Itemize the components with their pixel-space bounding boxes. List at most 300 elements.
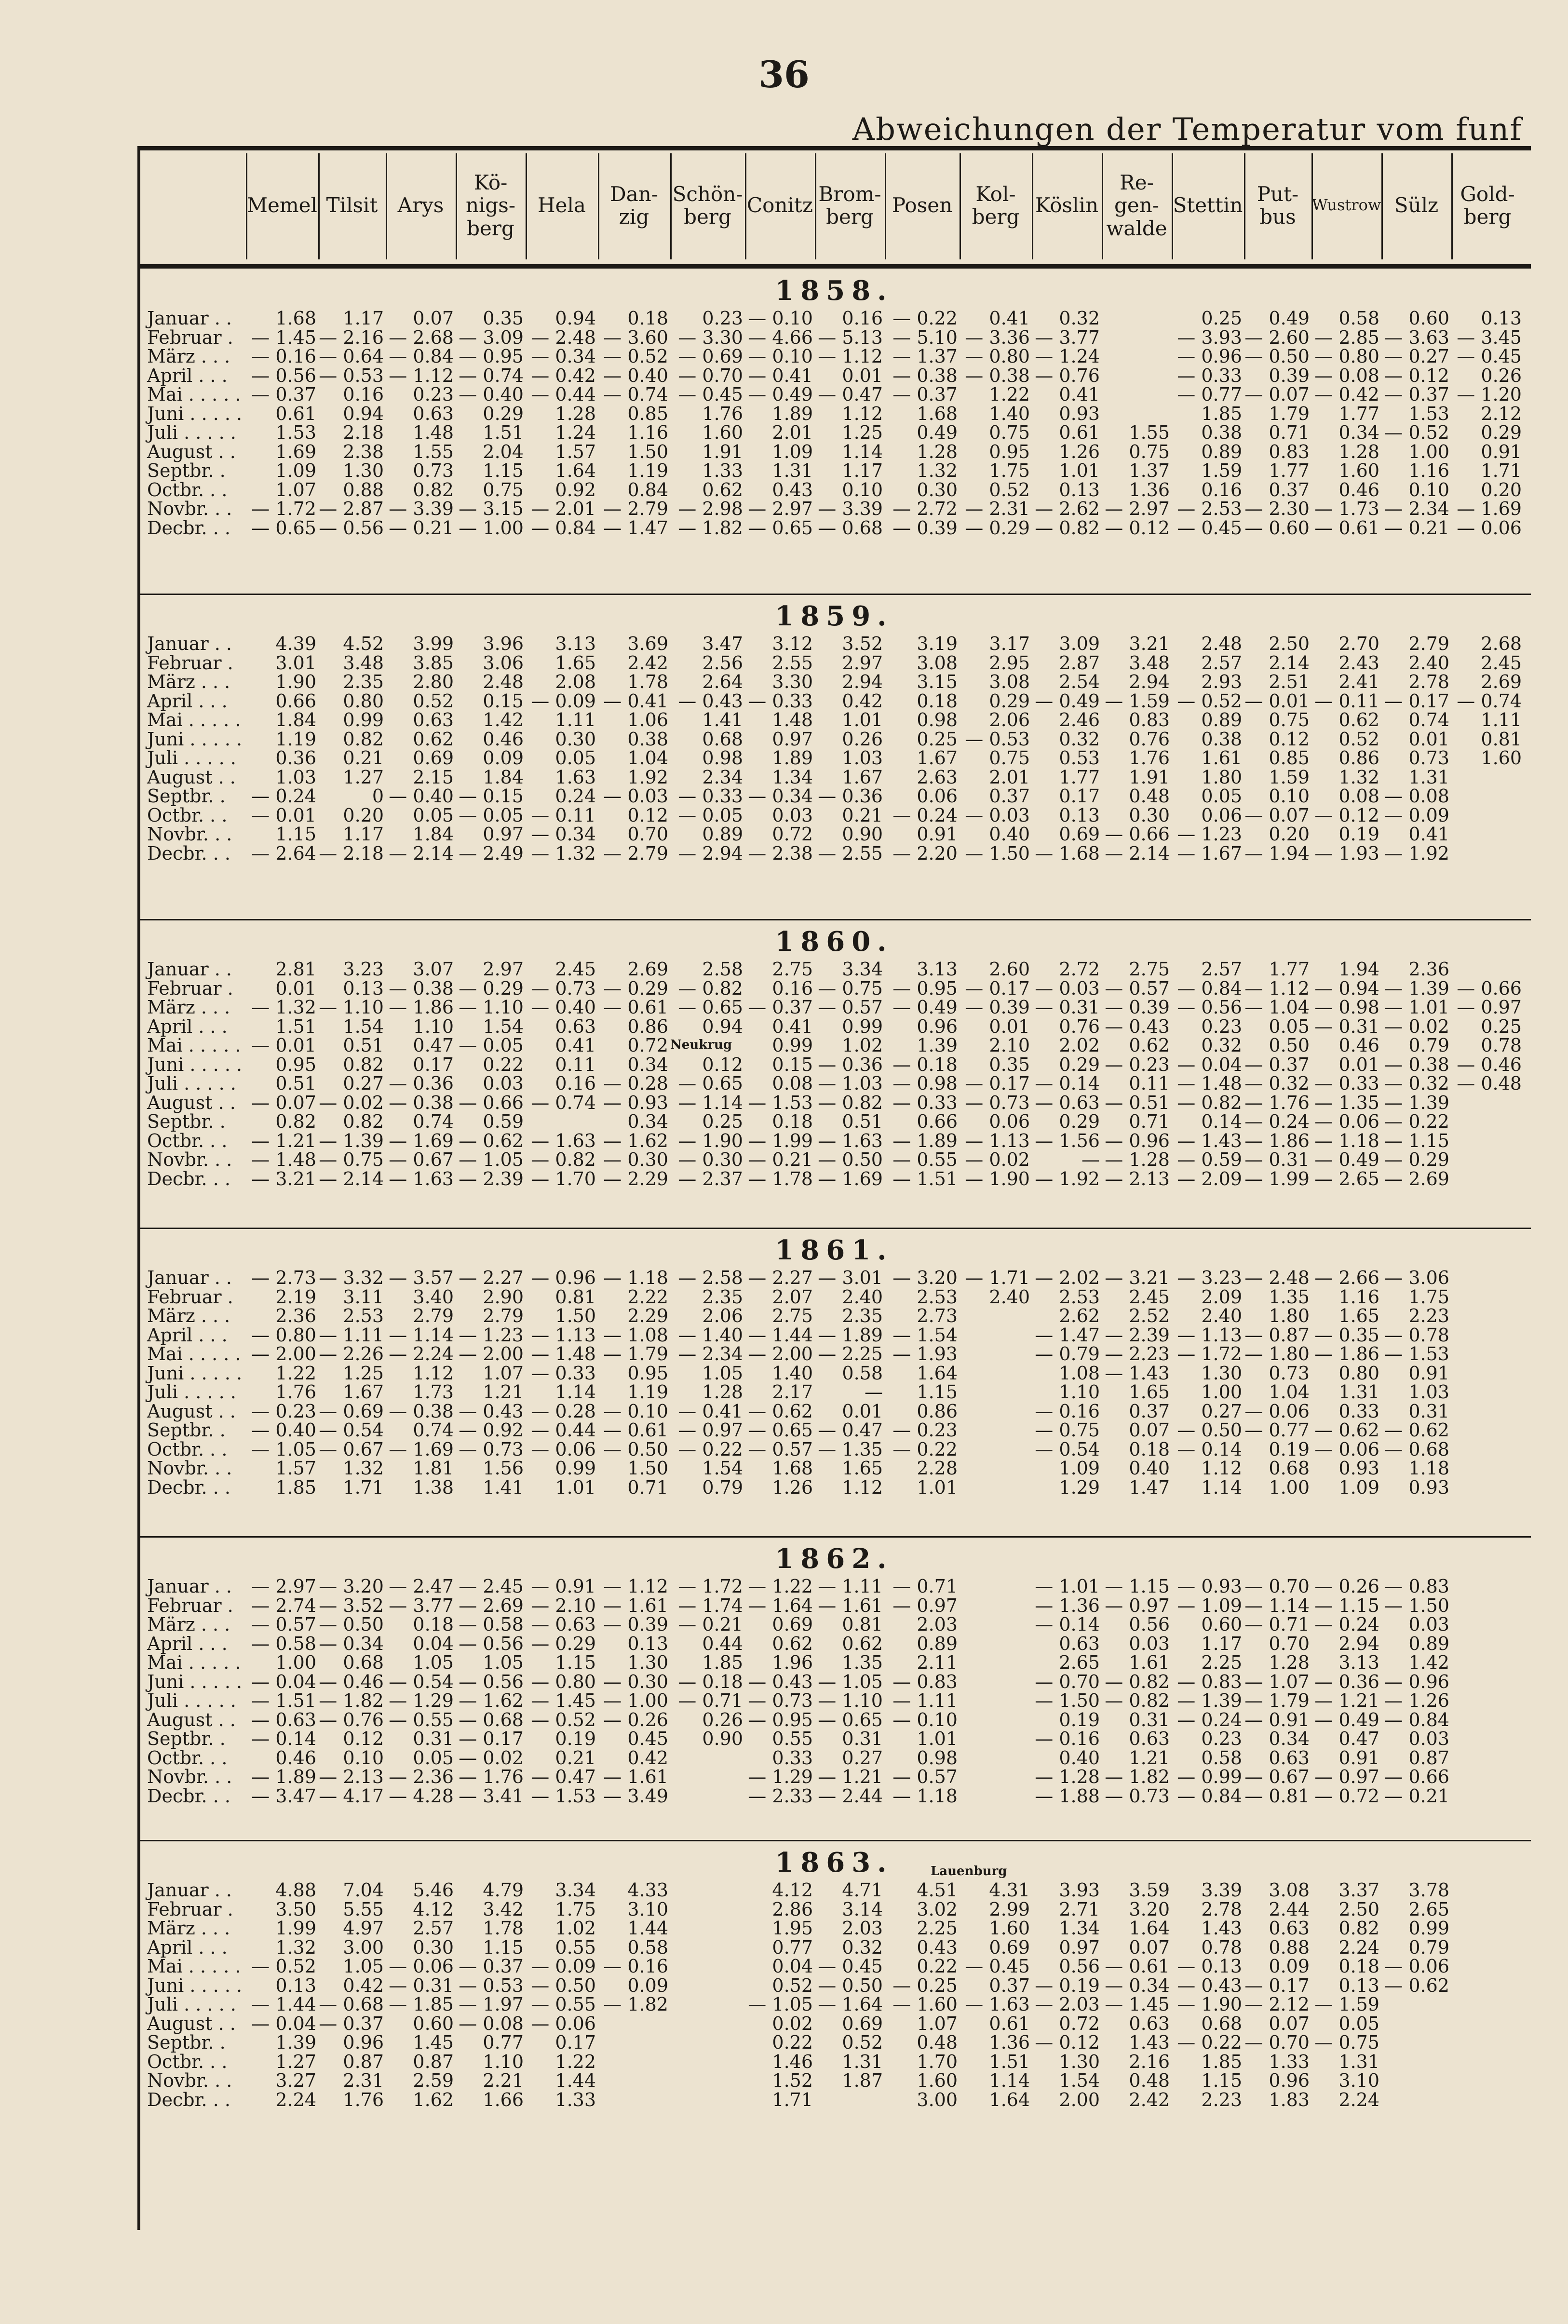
month-label: März . . . (147, 1918, 230, 1939)
table-cell: — 4.17 (319, 1785, 384, 1807)
table-cell: — 1.71 (965, 1267, 1030, 1288)
month-label: August . . (147, 1400, 236, 1422)
table-cell: — 3.21 (1105, 1267, 1170, 1288)
table-cell: — 2.34 (1384, 498, 1449, 519)
table-cell: — 0.24 (1177, 1709, 1242, 1730)
table-cell: 0.50 (1269, 1035, 1310, 1056)
table-cell: 1.43 (1129, 2032, 1170, 2053)
year-title: 1861. (775, 1234, 893, 1266)
table-cell: 3.85 (413, 652, 454, 674)
table-cell: 2.23 (1201, 2089, 1242, 2110)
table-cell: — 0.44 (531, 384, 596, 405)
table-cell: — 0.61 (1105, 1956, 1170, 1977)
table-cell: — 0.19 (1035, 1974, 1100, 1996)
table-cell: 1.85 (1201, 2051, 1242, 2072)
table-cell: 2.79 (1408, 633, 1449, 654)
table-cell: 0.93 (1408, 1476, 1449, 1498)
table-cell: 0.06 (1201, 804, 1242, 826)
table-cell: 1.34 (1059, 1918, 1100, 1939)
table-cell: — 1.61 (603, 1594, 668, 1616)
month-label: Decbr. . . (147, 517, 230, 539)
table-cell: — 0.70 (678, 365, 743, 386)
month-label: April . . . (147, 1633, 228, 1654)
table-cell: 2.35 (343, 671, 384, 692)
table-cell: 0.93 (1059, 403, 1100, 424)
table-cell: 0.53 (1059, 747, 1100, 769)
table-cell: 1.91 (702, 441, 743, 462)
month-label: Novbr. . . (147, 1149, 232, 1170)
table-cell: — 0.39 (1105, 997, 1170, 1018)
table-cell: 4.39 (275, 633, 316, 654)
table-cell: — 0.13 (1177, 1956, 1242, 1977)
table-cell: 0.34 (1338, 422, 1379, 443)
table-cell: — 2.37 (678, 1168, 743, 1189)
table-cell: — 1.01 (1035, 1576, 1100, 1597)
table-cell: — 2.16 (319, 326, 384, 348)
table-cell: — 1.14 (678, 1092, 743, 1113)
table-cell: 3.69 (627, 633, 668, 654)
table-cell: 0.83 (1269, 441, 1310, 462)
table-cell: 1.95 (772, 1918, 813, 1939)
table-cell: 2.70 (1338, 633, 1379, 654)
table-cell: 2.94 (1129, 671, 1170, 692)
table-cell: 1.22 (555, 2051, 596, 2072)
table-cell: 0.04 (413, 1633, 454, 1654)
table-cell: — 1.21 (818, 1766, 883, 1787)
table-cell: 0.19 (555, 1728, 596, 1749)
table-cell: — 2.73 (251, 1267, 316, 1288)
table-cell: — 1.00 (603, 1690, 668, 1711)
table-cell: — 0.78 (1384, 1324, 1449, 1346)
table-cell: 0.26 (702, 1709, 743, 1730)
table-cell: — 1.35 (818, 1438, 883, 1460)
table-cell: 0.07 (1129, 1419, 1170, 1441)
table-cell: 2.58 (702, 959, 743, 980)
table-cell: 0.45 (627, 1728, 668, 1749)
table-cell: — 2.34 (678, 1343, 743, 1365)
table-cell: 0.39 (1269, 365, 1310, 386)
table-cell: 2.62 (1059, 1305, 1100, 1326)
table-cell: — 0.31 (1314, 1015, 1379, 1037)
table-cell: — 1.68 (1035, 842, 1100, 864)
table-cell: — 2.12 (1244, 1994, 1310, 2015)
table-cell: 1.22 (275, 1362, 316, 1384)
table-cell: — 0.17 (1384, 690, 1449, 712)
table-cell: 1.32 (275, 1936, 316, 1958)
table-cell: 1.07 (275, 479, 316, 500)
table-cell: 0.56 (1059, 1956, 1100, 1977)
table-cell: — 0.37 (251, 384, 316, 405)
table-cell: 0.14 (1201, 1111, 1242, 1132)
table-cell: 2.12 (1481, 403, 1522, 424)
table-cell: — 0.57 (1105, 977, 1170, 999)
table-cell: 0.25 (702, 1111, 743, 1132)
table-cell: — 4.28 (389, 1785, 454, 1807)
table-cell: — 0.15 (459, 785, 524, 807)
table-cell: 1.12 (1201, 1458, 1242, 1479)
table-cell: — 0.50 (603, 1438, 668, 1460)
table-cell: 5.46 (413, 1879, 454, 1901)
table-cell: 1.05 (343, 1956, 384, 1977)
month-label: Decbr. . . (147, 1476, 230, 1498)
table-cell: — 1.88 (1035, 1785, 1100, 1807)
table-cell: 1.60 (1338, 460, 1379, 481)
table-cell: 1.04 (1269, 1381, 1310, 1403)
table-cell: — 1.39 (1384, 977, 1449, 999)
table-cell: 0.70 (627, 824, 668, 845)
table-cell: — 2.01 (531, 498, 596, 519)
table-cell: 1.38 (413, 1476, 454, 1498)
table-cell: 3.13 (1338, 1652, 1379, 1673)
month-label: Januar . . (147, 633, 232, 654)
table-cell: 1.00 (275, 1652, 316, 1673)
table-cell: — 0.67 (389, 1149, 454, 1170)
table-cell: — 2.97 (251, 1576, 316, 1597)
table-cell: — 2.53 (1177, 498, 1242, 519)
table-cell: 3.00 (917, 2089, 958, 2110)
table-cell: 1.71 (343, 1476, 384, 1498)
table-cell: — 1.62 (459, 1690, 524, 1711)
table-cell: 1.17 (842, 460, 883, 481)
table-cell: 0.85 (1269, 747, 1310, 769)
table-cell: 0.13 (1059, 804, 1100, 826)
year-separator (137, 919, 1531, 920)
table-cell: — 2.49 (459, 842, 524, 864)
table-cell: — 0.68 (818, 517, 883, 539)
table-cell: — 1.79 (603, 1343, 668, 1365)
table-cell: — 0.38 (389, 1400, 454, 1422)
table-cell: 0.56 (1129, 1614, 1170, 1635)
table-cell: 3.93 (1059, 1879, 1100, 1901)
table-cell: 1.55 (1129, 422, 1170, 443)
table-cell: 1.89 (772, 747, 813, 769)
table-cell: 1.15 (275, 824, 316, 845)
table-cell: 3.08 (989, 671, 1030, 692)
table-cell: — 0.56 (1177, 997, 1242, 1018)
table-cell: — 0.06 (1384, 1956, 1449, 1977)
table-cell: — 0.30 (603, 1149, 668, 1170)
table-cell: — 1.82 (678, 517, 743, 539)
table-cell: — 0.21 (389, 517, 454, 539)
table-cell: — 1.14 (389, 1324, 454, 1346)
table-cell: 4.12 (772, 1879, 813, 1901)
table-cell: 1.11 (1481, 709, 1522, 730)
table-cell: 0.91 (917, 824, 958, 845)
table-cell: 2.75 (772, 959, 813, 980)
table-cell: — 1.08 (603, 1324, 668, 1346)
table-cell: 0.13 (275, 1974, 316, 1996)
table-cell: — 1.15 (1105, 1576, 1170, 1597)
table-cell: 2.63 (917, 766, 958, 788)
table-cell: — 1.64 (818, 1994, 883, 2015)
table-cell: — 0.44 (531, 1419, 596, 1441)
table-cell: 3.14 (842, 1898, 883, 1920)
table-cell: — 1.26 (1384, 1690, 1449, 1711)
table-cell: — 0.52 (251, 1956, 316, 1977)
table-cell: 1.26 (772, 1476, 813, 1498)
table-cell: 0.63 (1059, 1633, 1100, 1654)
column-header-suelz: Sülz (1394, 193, 1439, 217)
table-cell: — 0.82 (1177, 1092, 1242, 1113)
table-cell: — 2.98 (678, 498, 743, 519)
table-cell: 1.36 (989, 2032, 1030, 2053)
table-cell: — 1.10 (319, 997, 384, 1018)
table-cell: 0.76 (1059, 1015, 1100, 1037)
table-cell: — 1.86 (389, 997, 454, 1018)
month-label: August . . (147, 1092, 236, 1113)
table-cell: 1.25 (343, 1362, 384, 1384)
table-cell: — 0.06 (531, 1438, 596, 1460)
table-cell: 2.99 (989, 1898, 1030, 1920)
table-cell: — 2.72 (892, 498, 958, 519)
month-label: April . . . (147, 365, 228, 386)
table-cell: — 0.70 (1035, 1671, 1100, 1692)
column-header-stettin: Stettin (1173, 193, 1243, 217)
table-cell: 0.16 (1201, 479, 1242, 500)
table-cell: — 2.27 (459, 1267, 524, 1288)
table-cell: 1.50 (627, 1458, 668, 1479)
table-cell: 0.94 (343, 403, 384, 424)
table-cell: — 0.55 (389, 1709, 454, 1730)
table-cell: — 0.03 (1035, 977, 1100, 999)
table-cell: — 0.10 (748, 346, 813, 367)
table-cell: — 1.05 (251, 1438, 316, 1460)
table-cell: — 0.58 (459, 1614, 524, 1635)
table-cell: 1.04 (627, 747, 668, 769)
column-header-regenwalde: Re- gen- walde (1106, 171, 1167, 240)
table-cell: 1.60 (702, 422, 743, 443)
table-cell: 1.65 (555, 652, 596, 674)
table-cell: — 1.18 (1314, 1130, 1379, 1151)
table-cell: — 1.11 (319, 1324, 384, 1346)
table-cell: 2.07 (772, 1286, 813, 1308)
month-label: Januar . . (147, 959, 232, 980)
table-cell: — 1.13 (531, 1324, 596, 1346)
table-cell: 3.47 (702, 633, 743, 654)
table-cell: 0.01 (1338, 1054, 1379, 1075)
month-label: Octbr. . . (147, 804, 228, 826)
table-cell: 2.54 (1059, 671, 1100, 692)
table-cell: 0.30 (413, 1936, 454, 1958)
table-cell: 0.48 (1129, 785, 1170, 807)
table-cell: — 0.97 (1314, 1766, 1379, 1787)
table-cell: 0.31 (842, 1728, 883, 1749)
table-cell: — 1.63 (389, 1168, 454, 1189)
table-cell: 1.15 (1201, 2070, 1242, 2091)
table-cell: — 0.29 (965, 517, 1030, 539)
table-cell: — 0.04 (1177, 1054, 1242, 1075)
table-cell: 1.01 (555, 1476, 596, 1498)
table-cell: 0.98 (702, 747, 743, 769)
table-cell: 1.31 (772, 460, 813, 481)
table-cell: 0.86 (1338, 747, 1379, 769)
table-cell: 2.42 (627, 652, 668, 674)
table-cell: 1.21 (483, 1381, 524, 1403)
table-cell: — 2.39 (459, 1168, 524, 1189)
table-cell: — 1.72 (251, 498, 316, 519)
table-cell: — 2.25 (818, 1343, 883, 1365)
table-cell: 0.38 (1201, 728, 1242, 750)
table-cell: 0.80 (343, 690, 384, 712)
table-cell: — 0.34 (748, 785, 813, 807)
table-cell: 1.83 (1269, 2089, 1310, 2110)
table-cell: 0.41 (772, 1015, 813, 1037)
table-cell: 0.01 (842, 365, 883, 386)
table-cell: 0.33 (772, 1747, 813, 1769)
table-cell: 0.09 (1269, 1956, 1310, 1977)
table-cell: — 1.44 (251, 1994, 316, 2015)
table-cell: 0.90 (702, 1728, 743, 1749)
table-cell: — 1.72 (1177, 1343, 1242, 1365)
table-cell: 1.01 (917, 1728, 958, 1749)
table-cell: 1.69 (275, 441, 316, 462)
table-cell: — 0.68 (1384, 1438, 1449, 1460)
table-cell: — 0.74 (459, 365, 524, 386)
table-cell: 0.13 (627, 1633, 668, 1654)
column-header-arys: Arys (397, 193, 444, 217)
table-cell: — 0.09 (1384, 804, 1449, 826)
table-cell: 3.09 (1059, 633, 1100, 654)
table-cell: — 1.59 (1105, 690, 1170, 712)
table-cell: 3.34 (555, 1879, 596, 1901)
table-cell: 2.59 (413, 2070, 454, 2091)
table-cell: 0.69 (413, 747, 454, 769)
table-cell: — 0.05 (459, 804, 524, 826)
year-separator (137, 1536, 1531, 1538)
table-cell: 3.06 (483, 652, 524, 674)
table-cell: 0.19 (1269, 1438, 1310, 1460)
table-cell: 0.05 (1269, 1015, 1310, 1037)
table-cell: 1.28 (555, 403, 596, 424)
table-cell: — 0.61 (603, 1419, 668, 1441)
table-cell: — 0.29 (1384, 1149, 1449, 1170)
table-cell: 3.37 (1338, 1879, 1379, 1901)
table-cell: 0.30 (1129, 804, 1170, 826)
table-cell: — 1.62 (603, 1130, 668, 1151)
table-cell: — 1.85 (389, 1994, 454, 2015)
table-cell: — 0.46 (319, 1671, 384, 1692)
table-cell: 1.31 (1338, 2051, 1379, 2072)
table-cell: 2.56 (702, 652, 743, 674)
table-cell: — 1.40 (678, 1324, 743, 1346)
table-cell: — 1.05 (818, 1671, 883, 1692)
table-cell: 1.32 (343, 1458, 384, 1479)
table-cell: 2.01 (989, 766, 1030, 788)
table-cell: — 0.94 (1314, 977, 1379, 999)
table-cell: — 0.52 (603, 346, 668, 367)
table-cell: 2.16 (1129, 2051, 1170, 2072)
table-cell: 1.55 (413, 441, 454, 462)
table-cell: 1.44 (627, 1918, 668, 1939)
table-cell: — 0.37 (892, 384, 958, 405)
table-cell: 0.63 (413, 709, 454, 730)
table-cell: — 0.04 (251, 1671, 316, 1692)
table-cell: 1.14 (989, 2070, 1030, 2091)
table-cell: 3.11 (343, 1286, 384, 1308)
table-cell: — 0.23 (892, 1419, 958, 1441)
table-cell: — 0.08 (459, 2013, 524, 2034)
table-cell: 2.48 (1201, 633, 1242, 654)
table-cell: — 0.07 (1244, 384, 1310, 405)
table-cell: 1.65 (1338, 1305, 1379, 1326)
table-cell: 1.85 (275, 1476, 316, 1498)
table-cell: 0.29 (1059, 1111, 1100, 1132)
table-cell: 2.36 (275, 1305, 316, 1326)
table-cell: — 2.00 (459, 1343, 524, 1365)
table-cell: — 0.06 (531, 2013, 596, 2034)
table-cell: — 0.28 (603, 1073, 668, 1094)
table-cell: — 0.21 (748, 1149, 813, 1170)
table-cell: — 2.68 (389, 326, 454, 348)
table-cell: — 0.96 (1384, 1671, 1449, 1692)
table-cell: — 0.77 (1244, 1419, 1310, 1441)
table-cell: 2.65 (1059, 1652, 1100, 1673)
column-header-memel: Memel (247, 193, 317, 217)
table-cell: — 0.52 (531, 1709, 596, 1730)
table-cell: 0.99 (343, 709, 384, 730)
table-cell: — 0.36 (389, 1073, 454, 1094)
table-cell: 1.68 (917, 403, 958, 424)
year-title: 1862. (775, 1543, 893, 1575)
table-cell: 4.12 (413, 1898, 454, 1920)
month-label: Mai . . . . . (147, 1956, 241, 1977)
table-cell: — 1.48 (1177, 1073, 1242, 1094)
table-cell: 1.60 (917, 2070, 958, 2091)
table-cell: — 0.97 (1457, 997, 1522, 1018)
table-cell: 0.17 (1059, 785, 1100, 807)
table-cell: 1.62 (413, 2089, 454, 2110)
table-cell: 1.11 (555, 709, 596, 730)
table-cell: 1.57 (275, 1458, 316, 1479)
table-cell: — 0.37 (748, 997, 813, 1018)
table-cell: 1.12 (842, 403, 883, 424)
table-cell: 1.44 (555, 2070, 596, 2091)
table-cell: — 0.06 (1457, 517, 1522, 539)
table-cell: 0.93 (1338, 1458, 1379, 1479)
table-cell: 1.16 (1408, 460, 1449, 481)
table-cell: 0.75 (483, 479, 524, 500)
table-cell: — 2.13 (1105, 1168, 1170, 1189)
table-cell: — 0.38 (389, 1092, 454, 1113)
table-cell: — 0.12 (1105, 517, 1170, 539)
table-cell: — 1.64 (748, 1594, 813, 1616)
table-cell: — 2.66 (1314, 1267, 1379, 1288)
table-cell: — 0.21 (1384, 1785, 1449, 1807)
table-cell: — 3.52 (319, 1594, 384, 1616)
table-cell: 0.69 (772, 1614, 813, 1635)
table-cell: — 1.05 (748, 1994, 813, 2015)
table-cell: 0.82 (343, 1111, 384, 1132)
table-cell: 3.00 (343, 1936, 384, 1958)
table-cell: 3.30 (772, 671, 813, 692)
table-cell: — 1.12 (1244, 977, 1310, 999)
table-cell: — 0.34 (531, 824, 596, 845)
table-cell: — 3.60 (603, 326, 668, 348)
table-cell: — 0.02 (1384, 1015, 1449, 1037)
table-cell: 0.47 (1338, 1728, 1379, 1749)
table-cell: — 2.13 (319, 1766, 384, 1787)
table-cell: 0.98 (917, 1747, 958, 1769)
table-cell: 0.63 (1129, 1728, 1170, 1749)
table-cell: 1.15 (917, 1381, 958, 1403)
table-cell: 0.41 (1408, 824, 1449, 845)
table-cell: 0.32 (1059, 308, 1100, 329)
table-cell: — 0.41 (603, 690, 668, 712)
table-cell: — 0.02 (319, 1092, 384, 1113)
table-cell: — 1.09 (1177, 1594, 1242, 1616)
table-cell: 1.96 (772, 1652, 813, 1673)
month-label: Juli . . . . . (147, 1381, 236, 1403)
